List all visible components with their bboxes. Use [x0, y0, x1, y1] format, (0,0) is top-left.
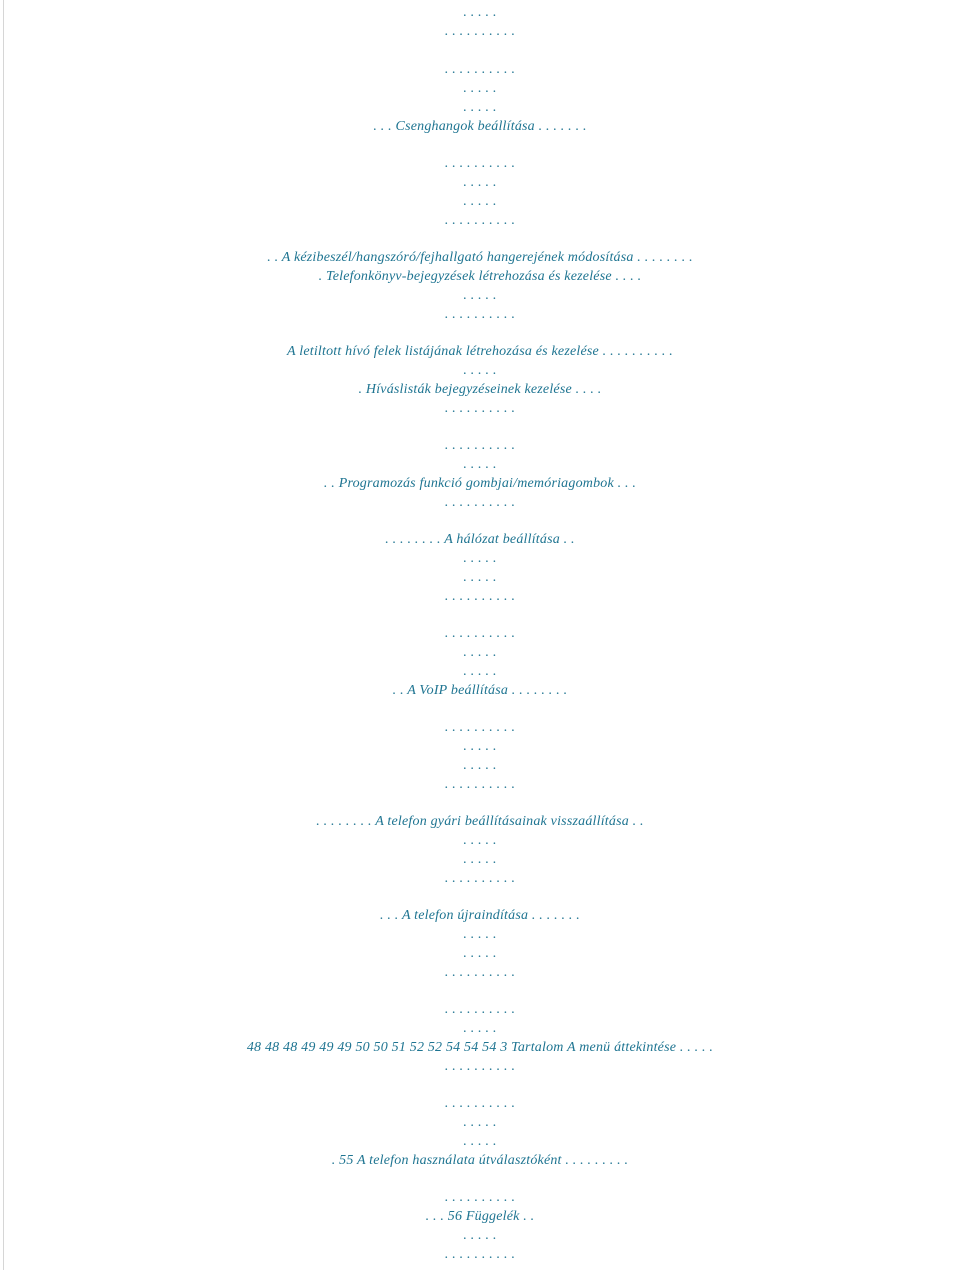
- toc-line: . . . . .: [463, 664, 497, 679]
- toc-entry-letiltott-hivok: A letiltott hívó felek listájának létrehozása és kezelése . . . . . . . . . .: [287, 344, 673, 359]
- toc-line: . . . . .: [463, 81, 497, 96]
- toc-line: . . . . . . . . . .: [444, 495, 516, 510]
- toc-line: . . . . .: [463, 570, 497, 585]
- toc-line: . . . . . . . . . .: [444, 720, 516, 735]
- toc-line: . . . . . . . . . .: [444, 62, 516, 77]
- toc-line: . . . . .: [463, 363, 497, 378]
- toc-entry-telefonkonyv: . Telefonkönyv-bejegyzések létrehozása és kezelése . . . .: [318, 269, 642, 284]
- toc-line: . . . . .: [463, 833, 497, 848]
- toc-line: . . . . .: [463, 288, 497, 303]
- toc-line: . . . . . . . . . .: [444, 1002, 516, 1017]
- toc-line: . . . . .: [463, 758, 497, 773]
- toc-line: . . . . . . . . . .: [444, 438, 516, 453]
- toc-line: . . . . .: [463, 1115, 497, 1130]
- toc-line: . . . . . . . . . .: [444, 307, 516, 322]
- toc-line: . . . . . . . . . .: [444, 24, 516, 39]
- toc-line: . . . . . . . . . .: [444, 156, 516, 171]
- toc-line: . . . . .: [463, 946, 497, 961]
- toc-entry-utvalaszto: . 55 A telefon használata útválasztóként . . . . . . . . .: [331, 1153, 629, 1168]
- toc-line: . . . . .: [463, 1021, 497, 1036]
- toc-line: . . . . . . . . . .: [444, 1096, 516, 1111]
- toc-entry-page-numbers-menu: 48 48 48 49 49 49 50 50 51 52 52 54 54 54 3 Tartalom A menü áttekintése . . . . .: [246, 1040, 714, 1055]
- toc-line: . . . . . . . . . .: [444, 213, 516, 228]
- toc-line: . . . . .: [463, 5, 497, 20]
- toc-entry-ujrainditas: . . . A telefon újraindítása . . . . . . .: [380, 908, 580, 923]
- toc-entry-programozas: . . Programozás funkció gombjai/memóriagombok . . .: [323, 476, 637, 491]
- toc-line: . . . . .: [463, 645, 497, 660]
- toc-line: . . . . .: [463, 1134, 497, 1149]
- toc-line: . . . . . . . . . .: [444, 1059, 516, 1074]
- toc-line: . . . . .: [463, 852, 497, 867]
- toc-entry-voip: . . A VoIP beállítása . . . . . . . .: [392, 683, 568, 698]
- toc-entry-csenghangok: . . . Csenghangok beállítása . . . . . . .: [373, 119, 587, 134]
- toc-entry-fuggelek: . . . 56 Függelék . .: [425, 1209, 535, 1224]
- toc-entry-halozat: . . . . . . . . A hálózat beállítása . .: [385, 532, 575, 547]
- toc-entry-hangero: . . A kézibeszél/hangszóró/fejhallgató hangerejének módosítása . . . . . . . .: [267, 250, 693, 265]
- toc-line: . . . . .: [463, 1228, 497, 1243]
- toc-line: . . . . .: [463, 194, 497, 209]
- toc-line: . . . . . . . . . .: [444, 589, 516, 604]
- toc-entry-gyari-beallitasok: . . . . . . . . A telefon gyári beállításainak visszaállítása . .: [316, 814, 644, 829]
- toc-line: . . . . . . . . . .: [444, 401, 516, 416]
- toc-line: . . . . . . . . . .: [444, 1247, 516, 1262]
- toc-line: . . . . .: [463, 175, 497, 190]
- toc-line: . . . . . . . . . .: [444, 1190, 516, 1205]
- toc-line: . . . . .: [463, 100, 497, 115]
- toc-line: . . . . .: [463, 927, 497, 942]
- toc-line: . . . . . . . . . .: [444, 871, 516, 886]
- toc-line: . . . . .: [463, 739, 497, 754]
- toc-line: . . . . . . . . . .: [444, 626, 516, 641]
- toc-line: . . . . . . . . . .: [444, 965, 516, 980]
- toc-line: . . . . .: [463, 551, 497, 566]
- toc-line: . . . . . . . . . .: [444, 777, 516, 792]
- toc-entry-hivaslistak: . Híváslisták bejegyzéseinek kezelése . . . .: [358, 382, 602, 397]
- toc-line: . . . . .: [463, 457, 497, 472]
